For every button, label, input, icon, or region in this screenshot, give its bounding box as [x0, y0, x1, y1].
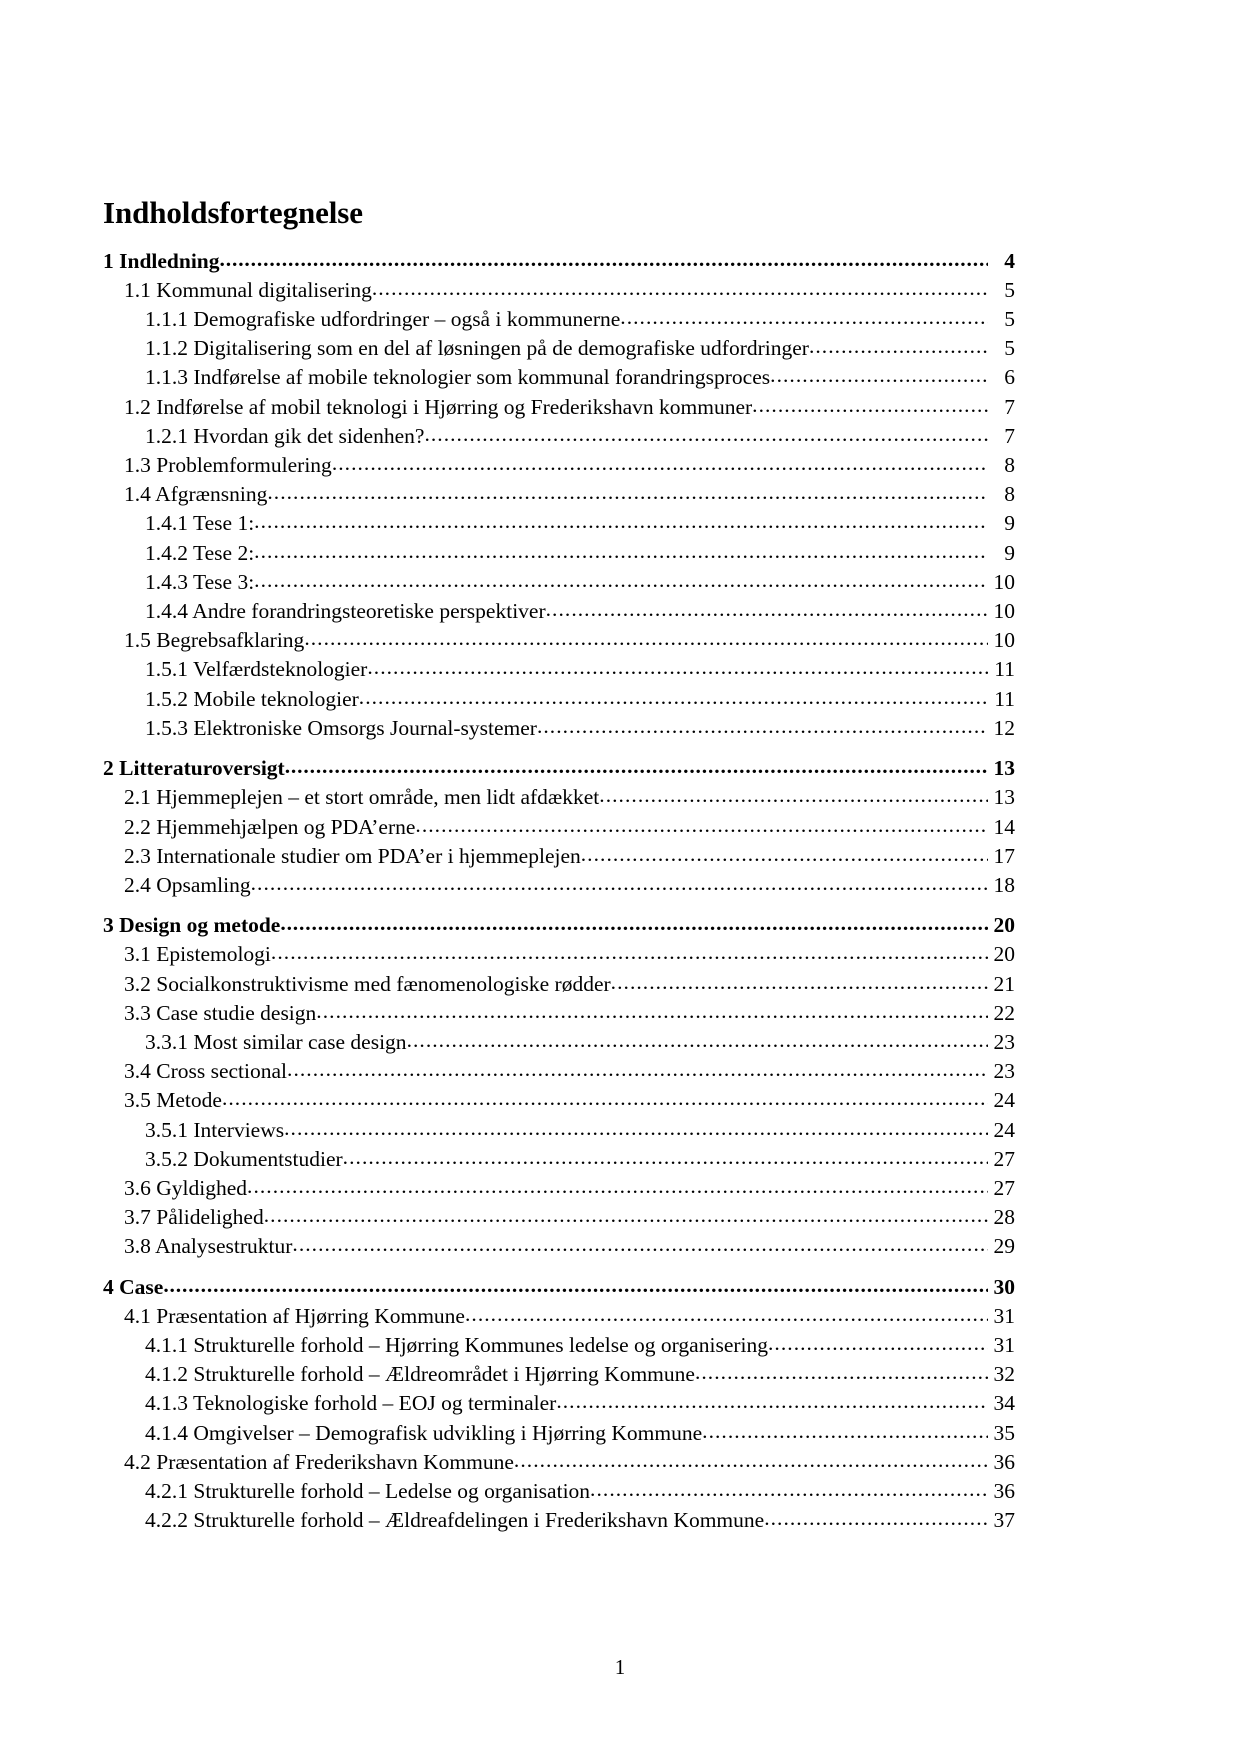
toc-leader-dots [770, 361, 988, 390]
toc-entry-label: 4.1.4 Omgivelser – Demografisk udvikling i Hjørring Kommune [145, 1420, 703, 1445]
toc-entry-page-number: 23 [993, 1029, 1015, 1054]
toc-leader-dots [415, 811, 988, 840]
toc-entry-label: 3.5.1 Interviews [145, 1117, 285, 1142]
toc-entry-label: 1.4.2 Tese 2: [145, 540, 255, 565]
toc-leader-dots [254, 507, 988, 536]
toc-entry-label: 4 Case [103, 1274, 164, 1299]
toc-entry-page-number: 35 [993, 1420, 1015, 1445]
page-number-footer: 1 [614, 1655, 626, 1679]
toc-entry[interactable] [103, 940, 1015, 969]
toc-entry-label: 4.1 Præsentation af Hjørring Kommune [124, 1303, 465, 1328]
toc-entry-label: 4.1.1 Strukturelle forhold – Hjørring Kommunes ledelse og organisering [145, 1332, 768, 1357]
toc-entry[interactable] [103, 393, 1015, 422]
toc-entry-page-number: 12 [993, 715, 1015, 740]
toc-entry-label: 1.1 Kommunal digitalisering [124, 277, 372, 302]
toc-entry-label: 1.2 Indførelse af mobil teknologi i Hjørring og Frederikshavn kommuner [124, 394, 753, 419]
toc-entry-page-number: 20 [993, 942, 1015, 967]
toc-entry[interactable] [103, 970, 1015, 999]
toc-entry-page-number: 18 [993, 872, 1015, 897]
toc-entry-label: 4.2 Præsentation af Frederikshavn Kommune [124, 1449, 514, 1474]
toc-entry[interactable] [103, 655, 1015, 684]
toc-leader-dots [599, 781, 988, 810]
toc-entry-label: 1.3 Problemformulering [124, 453, 332, 478]
toc-entry[interactable] [103, 1057, 1015, 1086]
toc-entry[interactable] [103, 568, 1015, 597]
toc-leader-dots [254, 537, 988, 566]
toc-entry[interactable] [103, 1360, 1015, 1389]
toc-entry-label: 3.4 Cross sectional [124, 1059, 288, 1084]
toc-entry-page-number: 24 [993, 1117, 1015, 1142]
page-title: Indholdsfortegnelse [103, 195, 363, 230]
toc-leader-dots [465, 1300, 988, 1329]
toc-entry[interactable] [103, 334, 1015, 363]
toc-leader-dots [537, 712, 988, 741]
toc-entry-label: 4.2.1 Strukturelle forhold – Ledelse og organisation [145, 1478, 591, 1503]
toc-entry[interactable] [103, 626, 1015, 655]
toc-entry-page-number: 34 [993, 1391, 1015, 1416]
toc-leader-dots [768, 1329, 988, 1358]
toc-entry-label: 1.5 Begrebsafklaring [124, 628, 305, 653]
toc-entry-label: 3.1 Epistemologi [124, 942, 271, 967]
toc-entry-page-number: 11 [994, 657, 1015, 682]
toc-entry[interactable] [103, 783, 1015, 812]
toc-leader-dots [220, 245, 988, 274]
toc-entry[interactable] [103, 813, 1015, 842]
toc-entry-page-number: 27 [993, 1146, 1015, 1171]
toc-leader-dots [590, 1475, 988, 1504]
toc-leader-dots [280, 909, 988, 938]
toc-entry-page-number: 31 [993, 1332, 1015, 1357]
toc-leader-dots [809, 332, 988, 361]
toc-entry[interactable] [103, 1506, 1015, 1535]
toc-entry-label: 2.1 Hjemmeplejen – et stort område, men lidt afdækket [124, 785, 600, 810]
toc-leader-dots [764, 1504, 988, 1533]
toc-entry[interactable] [103, 911, 1015, 940]
toc-entry-label: 4.2.2 Strukturelle forhold – Ældreafdelingen i Frederikshavn Kommune [145, 1508, 765, 1533]
toc-entry[interactable] [103, 1477, 1015, 1506]
toc-entry-label: 3.3 Case studie design [124, 1000, 317, 1025]
toc-entry-page-number: 11 [994, 686, 1015, 711]
toc-entry-label: 3.3.1 Most similar case design [145, 1029, 407, 1054]
toc-entry-page-number: 22 [993, 1000, 1015, 1025]
toc-entry-label: 2.4 Opsamling [124, 872, 251, 897]
toc-entry-page-number: 29 [993, 1234, 1015, 1259]
toc-entry-page-number: 20 [993, 913, 1015, 938]
toc-entry[interactable] [103, 685, 1015, 714]
toc-entry[interactable] [103, 451, 1015, 480]
toc-entry-label: 1.1.2 Digitalisering som en del af løsningen på de demografiske udfordringer [145, 336, 809, 361]
toc-entry-page-number: 13 [993, 785, 1015, 810]
toc-leader-dots [695, 1358, 988, 1387]
toc-leader-dots [514, 1446, 988, 1475]
toc-entry-page-number: 10 [993, 599, 1015, 624]
toc-leader-dots [304, 624, 988, 653]
toc-leader-dots [343, 1143, 988, 1172]
toc-entry[interactable] [103, 1331, 1015, 1360]
toc-entry[interactable] [103, 247, 1015, 276]
toc-entry[interactable] [103, 480, 1015, 509]
toc-leader-dots [367, 653, 988, 682]
toc-entry-page-number: 36 [993, 1449, 1015, 1474]
toc-leader-dots [264, 1201, 988, 1230]
toc-entry-label: 1.2.1 Hvordan gik det sidenhen? [145, 423, 425, 448]
toc-entry-page-number: 13 [993, 756, 1015, 781]
toc-leader-dots [752, 391, 988, 420]
toc-entry-page-number: 27 [993, 1175, 1015, 1200]
toc-entry-label: 2 Litteraturoversigt [103, 756, 285, 781]
toc-entry[interactable] [103, 1232, 1015, 1261]
toc-entry-page-number: 7 [1004, 423, 1015, 448]
toc-entry-label: 4.1.2 Strukturelle forhold – Ældreområdet i Hjørring Kommune [145, 1362, 695, 1387]
toc-leader-dots [247, 1172, 988, 1201]
toc-entry[interactable] [103, 1273, 1015, 1302]
toc-entry-label: 1 Indledning [103, 248, 220, 273]
toc-entry-page-number: 7 [1004, 394, 1015, 419]
toc-entry[interactable] [103, 754, 1015, 783]
toc-leader-dots [372, 274, 988, 303]
toc-entry[interactable] [103, 842, 1015, 871]
toc-entry-label: 1.1.1 Demografiske udfordringer – også i kommunerne [145, 307, 621, 332]
toc-entry-label: 1.4.3 Tese 3: [145, 569, 255, 594]
toc-leader-dots [359, 683, 988, 712]
toc-entry[interactable] [103, 999, 1015, 1028]
toc-leader-dots [316, 997, 988, 1026]
toc-entry-label: 1.5.1 Velfærdsteknologier [145, 657, 368, 682]
toc-entry[interactable] [103, 597, 1015, 626]
toc-entry-label: 3.5 Metode [124, 1088, 222, 1113]
toc-leader-dots [611, 968, 988, 997]
toc-entry[interactable] [103, 509, 1015, 538]
toc-entry[interactable] [103, 305, 1015, 334]
toc-entry-page-number: 31 [993, 1303, 1015, 1328]
toc-entry-page-number: 36 [993, 1478, 1015, 1503]
toc-entry-label: 2.2 Hjemmehjælpen og PDA’erne [124, 814, 416, 839]
toc-leader-dots [332, 449, 988, 478]
toc-entry-page-number: 6 [1004, 365, 1015, 390]
toc-entry[interactable] [103, 1419, 1015, 1448]
toc-entry-label: 3.8 Analysestruktur [124, 1234, 293, 1259]
toc-entry-label: 3.5.2 Dokumentstudier [145, 1146, 343, 1171]
toc-leader-dots [702, 1417, 988, 1446]
toc-entry-page-number: 9 [1004, 540, 1015, 565]
toc-entry[interactable] [103, 1028, 1015, 1057]
toc-leader-dots [222, 1084, 988, 1113]
toc-entry-page-number: 32 [993, 1362, 1015, 1387]
toc-entry-page-number: 14 [993, 814, 1015, 839]
toc-entry-label: 1.4.4 Andre forandringsteoretiske perspektiver [145, 599, 546, 624]
toc-entry[interactable] [103, 1203, 1015, 1232]
toc-entry[interactable] [103, 1389, 1015, 1418]
toc-entry-page-number: 30 [993, 1274, 1015, 1299]
toc-entry-page-number: 28 [993, 1205, 1015, 1230]
toc-entry-label: 3 Design og metode [103, 913, 281, 938]
toc-entry-page-number: 21 [993, 971, 1015, 996]
toc-leader-dots [556, 1387, 988, 1416]
toc-entry-label: 1.5.3 Elektroniske Omsorgs Journal-systemer [145, 715, 537, 740]
toc-leader-dots [163, 1271, 988, 1300]
toc-entry-page-number: 23 [993, 1059, 1015, 1084]
toc-leader-dots [546, 595, 988, 624]
toc-entry-label: 1.1.3 Indførelse af mobile teknologier som kommunal forandringsproces [145, 365, 771, 390]
toc-leader-dots [581, 840, 988, 869]
toc-leader-dots [284, 1114, 988, 1143]
toc-leader-dots [254, 566, 988, 595]
toc-leader-dots [251, 869, 988, 898]
toc-entry-page-number: 5 [1004, 277, 1015, 302]
toc-entry[interactable] [103, 1116, 1015, 1145]
toc-entry[interactable] [103, 1174, 1015, 1203]
toc-entry[interactable] [103, 276, 1015, 305]
toc-leader-dots [271, 938, 988, 967]
toc-entry-page-number: 5 [1004, 336, 1015, 361]
toc-entry-page-number: 8 [1004, 482, 1015, 507]
toc-leader-dots [620, 303, 988, 332]
toc-entry-page-number: 8 [1004, 453, 1015, 478]
toc-entry[interactable] [103, 1086, 1015, 1115]
toc-entry-label: 1.5.2 Mobile teknologier [145, 686, 359, 711]
toc-entry-page-number: 10 [993, 569, 1015, 594]
toc-entry[interactable] [103, 422, 1015, 451]
toc-entry-page-number: 4 [1004, 248, 1015, 273]
toc-entry-page-number: 37 [993, 1508, 1015, 1533]
toc-entry-page-number: 17 [993, 843, 1015, 868]
toc-entry[interactable] [103, 871, 1015, 900]
table-of-contents [103, 247, 1015, 1536]
toc-entry-label: 4.1.3 Teknologiske forhold – EOJ og terminaler [145, 1391, 557, 1416]
toc-entry[interactable] [103, 539, 1015, 568]
toc-entry-label: 2.3 Internationale studier om PDA’er i hjemmeplejen [124, 843, 581, 868]
toc-entry-page-number: 5 [1004, 307, 1015, 332]
toc-leader-dots [285, 752, 988, 781]
toc-entry-page-number: 9 [1004, 511, 1015, 536]
toc-entry-label: 3.7 Pålidelighed [124, 1205, 264, 1230]
toc-entry-label: 3.2 Socialkonstruktivisme med fænomenologiske rødder [124, 971, 611, 996]
toc-entry-page-number: 24 [993, 1088, 1015, 1113]
toc-entry[interactable] [103, 363, 1015, 392]
toc-entry[interactable] [103, 1448, 1015, 1477]
toc-entry-page-number: 10 [993, 628, 1015, 653]
toc-entry[interactable] [103, 714, 1015, 743]
toc-content [103, 195, 1015, 1535]
toc-entry-label: 3.6 Gyldighed [124, 1175, 248, 1200]
toc-entry[interactable] [103, 1145, 1015, 1174]
toc-leader-dots [292, 1230, 988, 1259]
toc-entry-label: 1.4 Afgrænsning [124, 482, 268, 507]
toc-entry-label: 1.4.1 Tese 1: [145, 511, 255, 536]
toc-leader-dots [424, 420, 988, 449]
toc-leader-dots [267, 478, 988, 507]
toc-leader-dots [287, 1055, 988, 1084]
toc-entry[interactable] [103, 1302, 1015, 1331]
toc-leader-dots [407, 1026, 988, 1055]
